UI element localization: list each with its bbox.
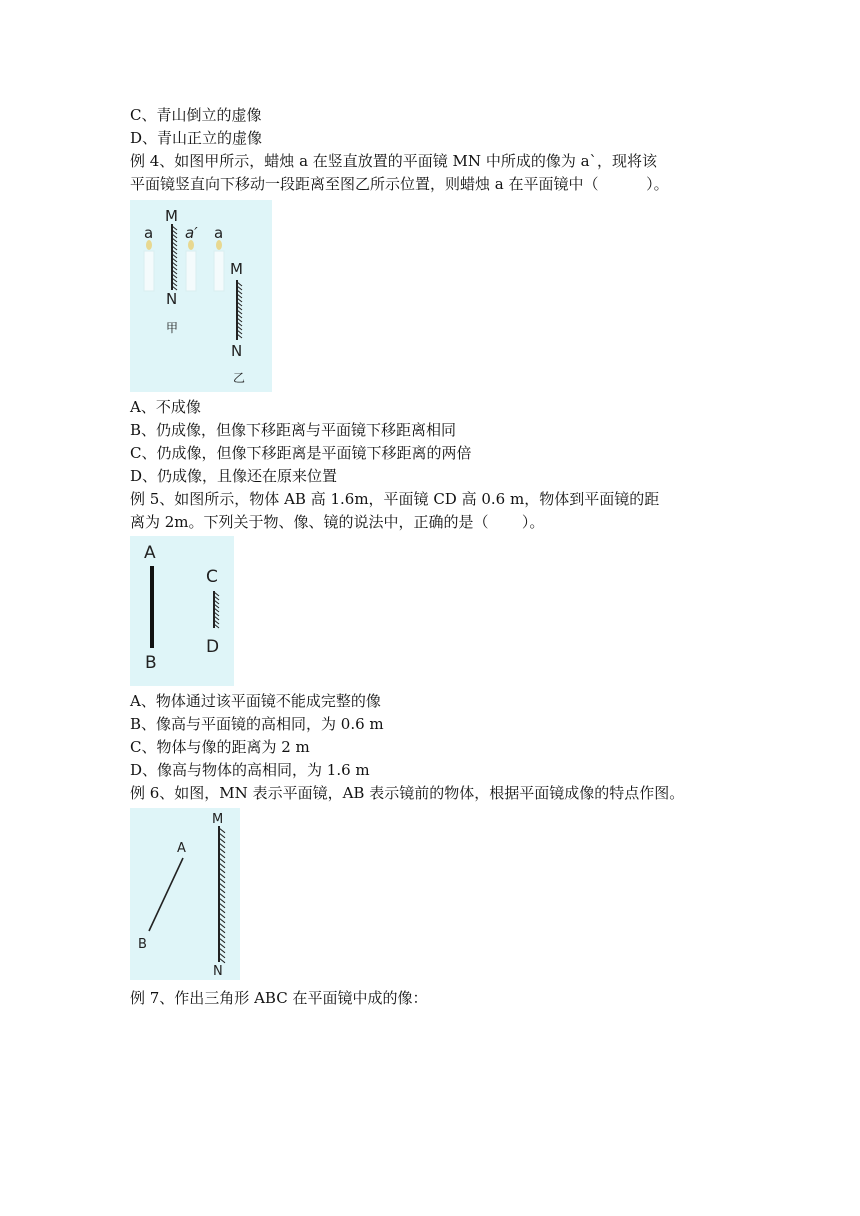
example4-option-c: C、仍成像，但像下移距离是平面镜下移距离的两倍 — [130, 444, 472, 462]
candle-image-icon — [186, 251, 196, 291]
candle-a-icon — [144, 251, 154, 291]
example5-option-a: A、物体通过该平面镜不能成完整的像 — [130, 692, 381, 710]
example4-option-a: A、不成像 — [130, 398, 201, 416]
example5-option-c: C、物体与像的距离为 2 m — [130, 738, 310, 756]
label-d: D — [206, 637, 220, 657]
example7-question: 例 7、作出三角形 ABC 在平面镜中成的像： — [130, 989, 428, 1007]
label-n-yi: N — [231, 342, 243, 360]
label-yi: 乙 — [233, 371, 246, 385]
label-m-jia: M — [165, 207, 178, 225]
example6-question: 例 6、如图，MN 表示平面镜，AB 表示镜前的物体，根据平面镜成像的特点作图。 — [130, 784, 685, 802]
candle-a2-icon — [214, 251, 224, 291]
label-n: N — [213, 964, 223, 979]
label-m: M — [212, 812, 224, 827]
label-a-prime: a′ — [185, 224, 198, 242]
label-a2: a — [214, 224, 224, 242]
example6-figure — [130, 808, 240, 980]
example4-question-line1: 例 4、如图甲所示，蜡烛 a 在竖直放置的平面镜 MN 中所成的像为 a`，现将该 — [130, 152, 658, 170]
example5-question-line1: 例 5、如图所示，物体 AB 高 1.6m，平面镜 CD 高 0.6 m，物体到平面镜的距 — [130, 490, 660, 508]
label-a: A — [144, 543, 156, 563]
option-c-prev: C、青山倒立的虚像 — [130, 106, 262, 124]
label-b: B — [138, 937, 147, 952]
example4-option-d: D、仍成像，且像还在原来位置 — [130, 467, 338, 485]
label-a: A — [177, 841, 186, 856]
label-m-yi: M — [230, 260, 243, 278]
example5-option-b: B、像高与平面镜的高相同，为 0.6 m — [130, 715, 384, 733]
option-d-prev: D、青山正立的虚像 — [130, 129, 263, 147]
example4-figure — [130, 200, 272, 392]
label-a: a — [144, 224, 154, 242]
label-jia: 甲 — [166, 321, 179, 335]
label-n-jia: N — [166, 290, 178, 308]
label-b: B — [145, 653, 157, 673]
example4-question-line2: 平面镜竖直向下移动一段距离至图乙所示位置，则蜡烛 a 在平面镜中（ ）。 — [130, 175, 669, 193]
example5-question-line2: 离为 2m。下列关于物、像、镜的说法中，正确的是（ ）。 — [130, 513, 545, 531]
example5-figure — [130, 536, 234, 686]
figure-background — [130, 808, 240, 980]
example4-option-b: B、仍成像，但像下移距离与平面镜下移距离相同 — [130, 421, 457, 439]
label-c: C — [206, 567, 218, 587]
example5-option-d: D、像高与物体的高相同，为 1.6 m — [130, 761, 370, 779]
